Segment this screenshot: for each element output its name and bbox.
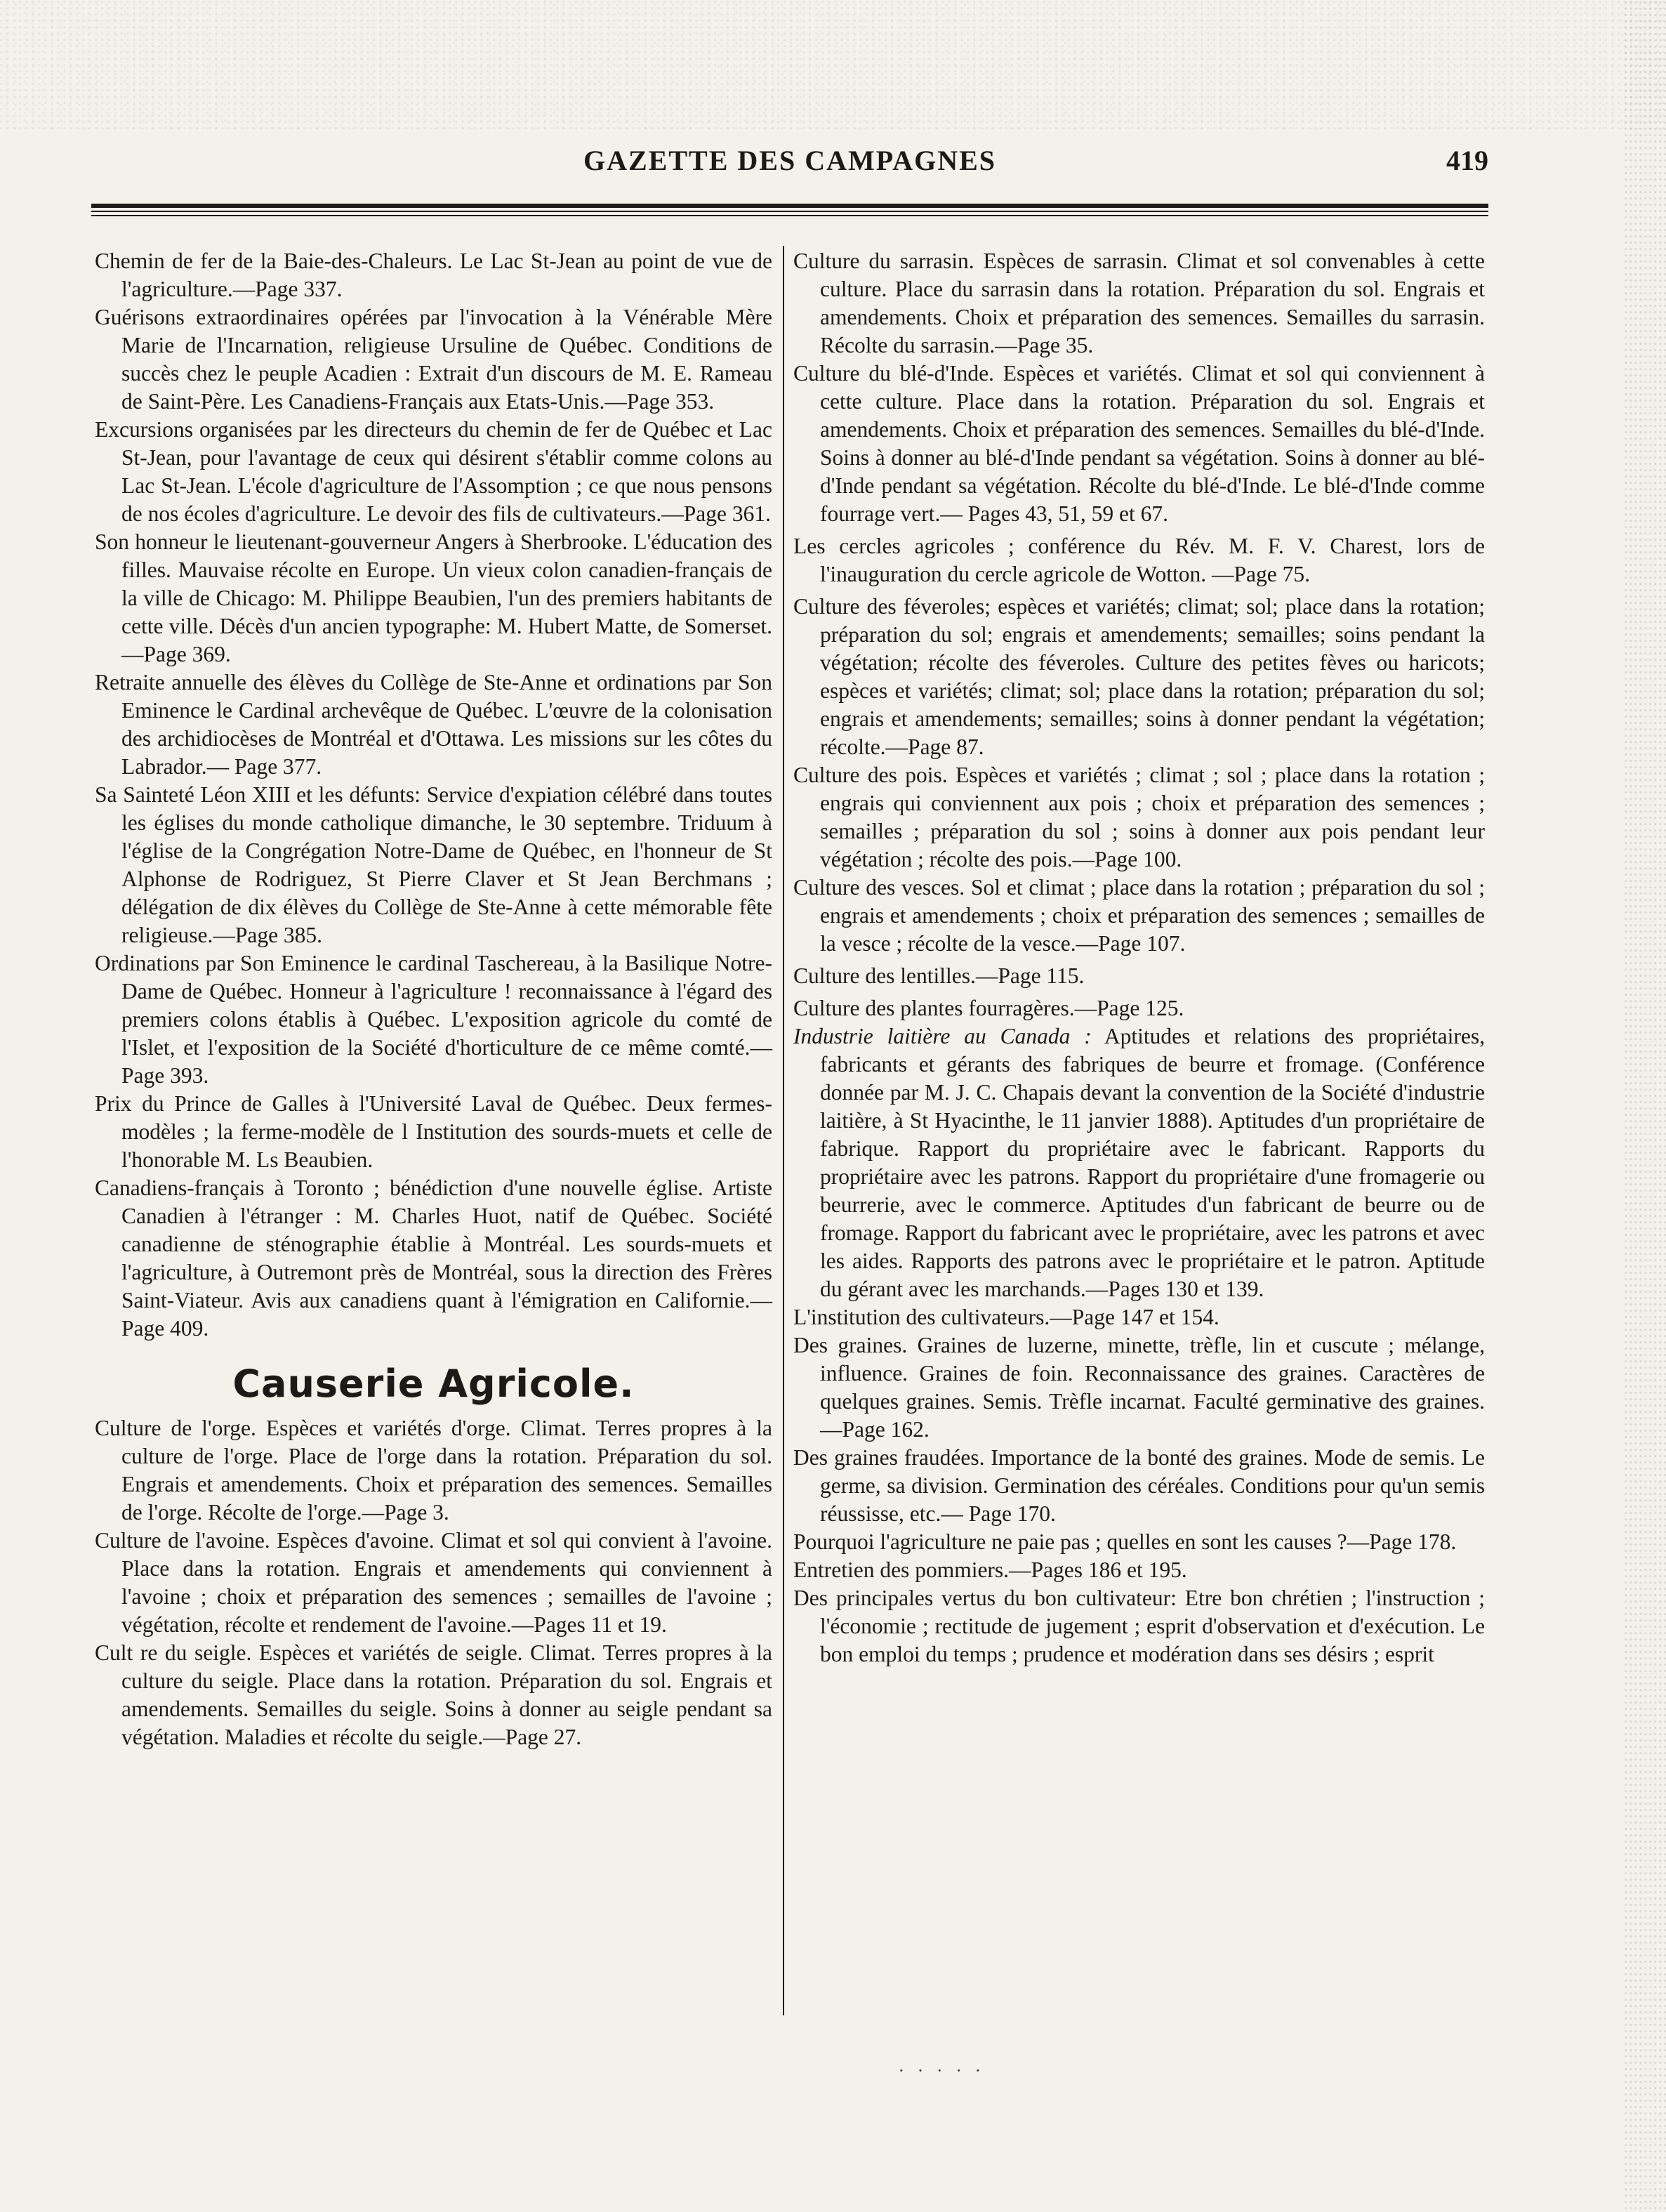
index-entry: Culture des vesces. Sol et climat ; place dans la rotation ; préparation du sol ; engrais et amendements ; choix et préparation des semences ; semailles de la vesce ; récolte de la vesce.—Page 107. bbox=[793, 875, 1485, 956]
index-entry: Culture des féveroles; espèces et variétés; climat; sol; place dans la rotation; préparation du sol; engrais et amendements; semailles; soins pendant la végétation; récolte des féveroles. Culture des petites fèves ou haricots; espèces et variétés; climat; sol; place dans la rotation; préparation du sol; engrais et amendements; semailles; soins à donner pendant la végétation; récolte.—Page 87. bbox=[793, 594, 1485, 759]
left-column bbox=[95, 247, 772, 1751]
column-divider bbox=[783, 246, 784, 2015]
index-entry: Guérisons extraordinaires opérées par l'invocation à la Vénérable Mère Marie de l'Incarnation, religieuse Ursuline de Québec. Conditions de succès chez le peuple Acadien : Extrait d'un discours de M. E. Rameau de Saint-Père. Les Canadiens-Français aux Etats-Unis.—Page 353. bbox=[95, 305, 772, 414]
index-entry: L'institution des cultivateurs.—Page 147 et 154. bbox=[793, 1305, 1219, 1329]
page-number: 419 bbox=[1446, 145, 1488, 176]
index-entry: Culture de l'orge. Espèces et variétés d'orge. Climat. Terres propres à la culture de l'orge. Place de l'orge dans la rotation. Préparation du sol. Engrais et amendements. Choix et préparation des semences. Semailles de l'orge. Récolte de l'orge.—Page 3. bbox=[95, 1416, 772, 1525]
entry-italic-lead: Industrie laitière au Canada : bbox=[793, 1024, 1092, 1048]
index-entry: Des graines. Graines de luzerne, minette, trèfle, lin et cuscute ; mélange, influence. Graines de foin. Reconnaissance des graines. Caractères de quelques graines. Semis. Trèfle incarnat. Faculté germinative des graines. —Page 162. bbox=[793, 1333, 1485, 1442]
index-entry: Culture des pois. Espèces et variétés ; climat ; sol ; place dans la rotation ; engrais qui conviennent aux pois ; choix et préparation des semences ; semailles ; préparation du sol ; soins à donner aux pois pendant leur végétation ; récolte des pois.—Page 100. bbox=[793, 763, 1485, 871]
index-entry: Son honneur le lieutenant-gouverneur Angers à Sherbrooke. L'éducation des filles. Mauvaise récolte en Europe. Un vieux colon canadien-français de la ville de Chicago: M. Philippe Beaubien, l'un des premiers habitants de cette ville. Décès d'un ancien typographe: M. Hubert Matte, de Somerset.—Page 369. bbox=[95, 529, 772, 666]
header-rule-thin-lower bbox=[91, 215, 1488, 216]
index-entry: Pourquoi l'agriculture ne paie pas ; quelles en sont les causes ?—Page 178. bbox=[793, 1529, 1457, 1554]
index-entry: Canadiens-français à Toronto ; bénédiction d'une nouvelle église. Artiste Canadien à l'étranger : M. Charles Huot, natif de Québec. Société canadienne de sténographie établie à Montréal. Les sourds-muets et l'agriculture, à Outremont près de Montréal, sous la direction des Frères Saint-Viateur. Avis aux canadiens quant à l'émigration en Californie.—Page 409. bbox=[95, 1176, 772, 1341]
entry-text: Aptitudes et relations des propriétaires, fabricants et gérants des fabriques de beurre et fromage. (Conférence donnée par M. J. C. Chapais devant la convention de la Société d'industrie laitière, à St Hyacinthe, le 11 janvier 1888). Aptitudes d'un propriétaire de fabrique. Rapport du propriétaire avec le fabricant. Rapports du propriétaire avec les patrons. Rapport du propriétaire d'une fromagerie ou beurrerie, avec le commerce. Aptitudes d'un fabricant de beurre ou de fromage. Rapport du fabricant avec le propriétaire, avec les patrons et avec les aides. Rapports des patrons avec le propriétaire et le patron. Aptitude du gérant avec les marchands.—Pages 130 et 139. bbox=[820, 1024, 1485, 1301]
index-entry: Culture du sarrasin. Espèces de sarrasin. Climat et sol convenables à cette culture. Place du sarrasin dans la rotation. Préparation du sol. Engrais et amendements. Choix et préparation des semences. Semailles du sarrasin. Récolte du sarrasin.—Page 35. bbox=[793, 249, 1485, 357]
index-entry: Chemin de fer de la Baie-des-Chaleurs. Le Lac St-Jean au point de vue de l'agriculture.—Page 337. bbox=[95, 249, 772, 301]
section-heading: Causerie Agricole. bbox=[232, 1362, 635, 1406]
index-entry: Cult re du seigle. Espèces et variétés de seigle. Climat. Terres propres à la culture du seigle. Place dans la rotation. Préparation du sol. Engrais et amendements. Semailles du seigle. Soins à donner au seigle pendant sa végétation. Maladies et récolte du seigle.—Page 27. bbox=[95, 1640, 772, 1749]
index-entry: Retraite annuelle des élèves du Collège de Ste-Anne et ordinations par Son Eminence le Cardinal archevêque de Québec. L'œuvre de la colonisation des archidiocèses de Montréal et d'Ottawa. Les missions sur les côtes du Labrador.— Page 377. bbox=[95, 670, 772, 779]
index-entry: Des graines fraudées. Importance de la bonté des graines. Mode de semis. Le germe, sa division. Germination des céréales. Conditions pour qu'un semis réussisse, etc.— Page 170. bbox=[793, 1445, 1485, 1526]
index-entry: Culture de l'avoine. Espèces d'avoine. Climat et sol qui convient à l'avoine. Place dans la rotation. Engrais et amendements qui conviennent à l'avoine ; choix et préparation des semences ; semailles de l'avoine ; végétation, récolte et rendement de l'avoine.—Pages 11 et 19. bbox=[95, 1528, 772, 1637]
index-entry: Culture des plantes fourragères.—Page 125. bbox=[793, 996, 1184, 1020]
index-entry: Les cercles agricoles ; conférence du Rév. M. F. V. Charest, lors de l'inauguration du cercle agricole de Wotton. —Page 75. bbox=[793, 534, 1485, 586]
right-column bbox=[793, 247, 1485, 1668]
header-rule-thick bbox=[91, 204, 1488, 208]
scan-noise-top bbox=[0, 0, 1666, 133]
index-entry: Des principales vertus du bon cultivateur: Etre bon chrétien ; l'instruction ; l'économie ; rectitude de jugement ; esprit d'observation et d'exécution. Le bon emploi du temps ; prudence et modération dans ses désirs ; esprit bbox=[793, 1586, 1485, 1666]
index-entry: Excursions organisées par les directeurs du chemin de fer de Québec et Lac St-Jean, pour l'avantage de ceux qui désirent s'établir comme colons au Lac St-Jean. L'école d'agriculture de l'Assomption ; ce que nous pensons de nos écoles d'agriculture. Le devoir des fils de cultivateurs.—Page 361. bbox=[95, 417, 772, 526]
index-entry: Prix du Prince de Galles à l'Université Laval de Québec. Deux fermes-modèles ; la ferme-modèle de l Institution des sourds-muets et celle de l'honorable M. Ls Beaubien. bbox=[95, 1091, 772, 1172]
running-title: GAZETTE DES CAMPAGNES bbox=[583, 145, 996, 176]
index-entry-dairy bbox=[793, 1022, 1485, 1303]
index-entry: Culture du blé-d'Inde. Espèces et variétés. Climat et sol qui conviennent à cette culture. Place dans la rotation. Préparation du sol. Engrais et amendements. Choix et préparation des semences. Semailles du blé-d'Inde. Soins à donner au blé-d'Inde pendant sa végétation. Soins à donner au blé-d'Inde pendant sa végétation. Récolte du blé-d'Inde. Le blé-d'Inde comme fourrage vert.— Pages 43, 51, 59 et 67. bbox=[793, 361, 1485, 526]
footer-ornament: · · · · · bbox=[899, 2061, 985, 2081]
header-rule-thin bbox=[91, 211, 1488, 212]
index-entry: Entretien des pommiers.—Pages 186 et 195. bbox=[793, 1558, 1187, 1582]
index-entry: Ordinations par Son Eminence le cardinal Taschereau, à la Basilique Notre-Dame de Québec. Honneur à l'agriculture ! reconnaissance à l'égard des premiers colons établis à Québec. L'exposition agricole du comté de l'Islet, et l'exposition de la Société d'horticulture de ce même comté.—Page 393. bbox=[95, 951, 772, 1088]
scan-noise-right-edge bbox=[1624, 0, 1666, 2212]
index-entry: Sa Sainteté Léon XIII et les défunts: Service d'expiation célébré dans toutes les églises du monde catholique dimanche, le 30 septembre. Triduum à l'église de la Congrégation Notre-Dame de Québec, en l'honneur de St Alphonse de Rodriguez, St Pierre Claver et St Jean Berchmans ; délégation de dix élèves du Collège de Ste-Anne à cette mémorable fête religieuse.—Page 385. bbox=[95, 782, 772, 947]
index-entry: Culture des lentilles.—Page 115. bbox=[793, 963, 1085, 988]
page-header bbox=[91, 144, 1488, 186]
